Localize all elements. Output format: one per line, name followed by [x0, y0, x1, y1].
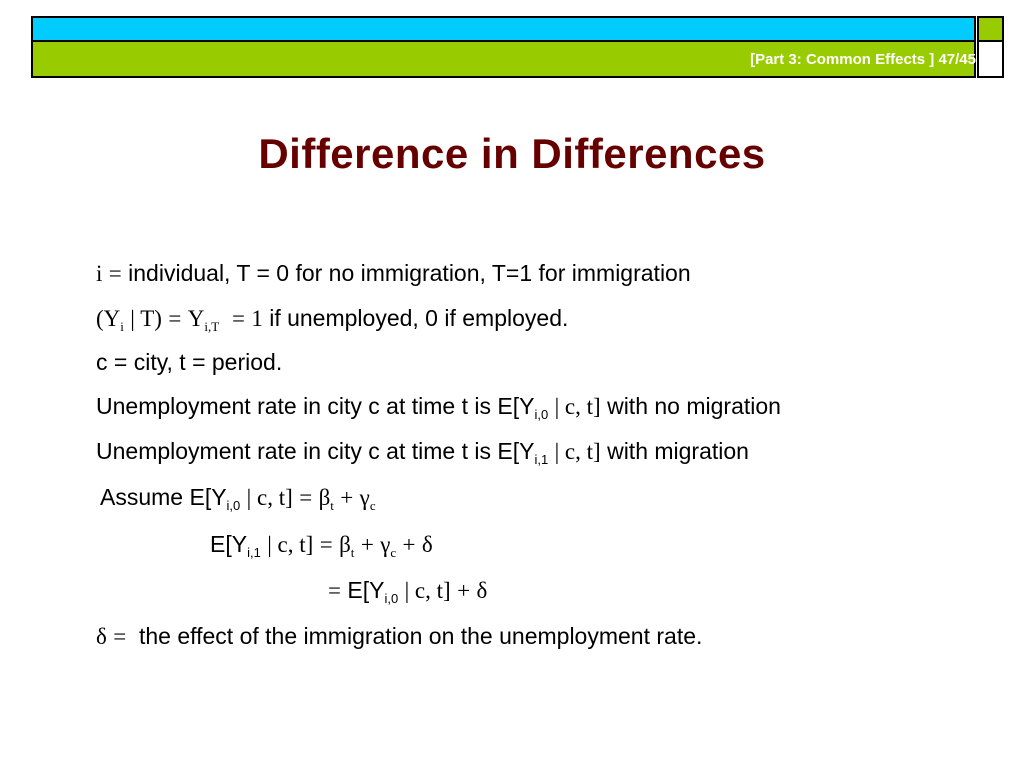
slide-title: Difference in Differences — [258, 130, 766, 177]
header-corner-square-bottom — [977, 42, 1004, 78]
rate-line-no-migration: Unemployment rate in city c at time t is $E[Y_{i,0}$ | c, t] with no migration — [96, 393, 781, 422]
header-cyan-bar — [31, 16, 976, 42]
slide-reference: [Part 3: Common Effects ] 47/45 — [750, 51, 976, 68]
header-corner-square-top — [977, 16, 1004, 42]
definition-line-outcome: ($Y_i$ | $T) = Y_{i,T} = 1$ if unemployed, 0 if employed. — [96, 305, 569, 334]
delta-definition-line: δ = the effect of the immigration on the unemployment rate. — [96, 623, 703, 649]
assumption-line-1: Assume $E[Y_{i,0}$ | c, $t] = \beta_t + \gamma_c$ — [100, 484, 376, 513]
assumption-line-3: = $E[Y_{i,0}$ | c, t] + δ — [328, 577, 488, 606]
rate-line-migration: Unemployment rate in city c at time t is $E[Y_{i,1}$ | c, t] with migration — [96, 438, 749, 467]
assumption-line-2: $E[Y_{i,1}$ | c, $t] = \beta_t + \gamma_c + \delta$ — [210, 531, 433, 560]
definition-line-city-period: c = city, t = period. — [96, 349, 283, 375]
definition-line-individual: i = individual, T = 0 for no immigration, T=1 for immigration — [96, 260, 691, 286]
